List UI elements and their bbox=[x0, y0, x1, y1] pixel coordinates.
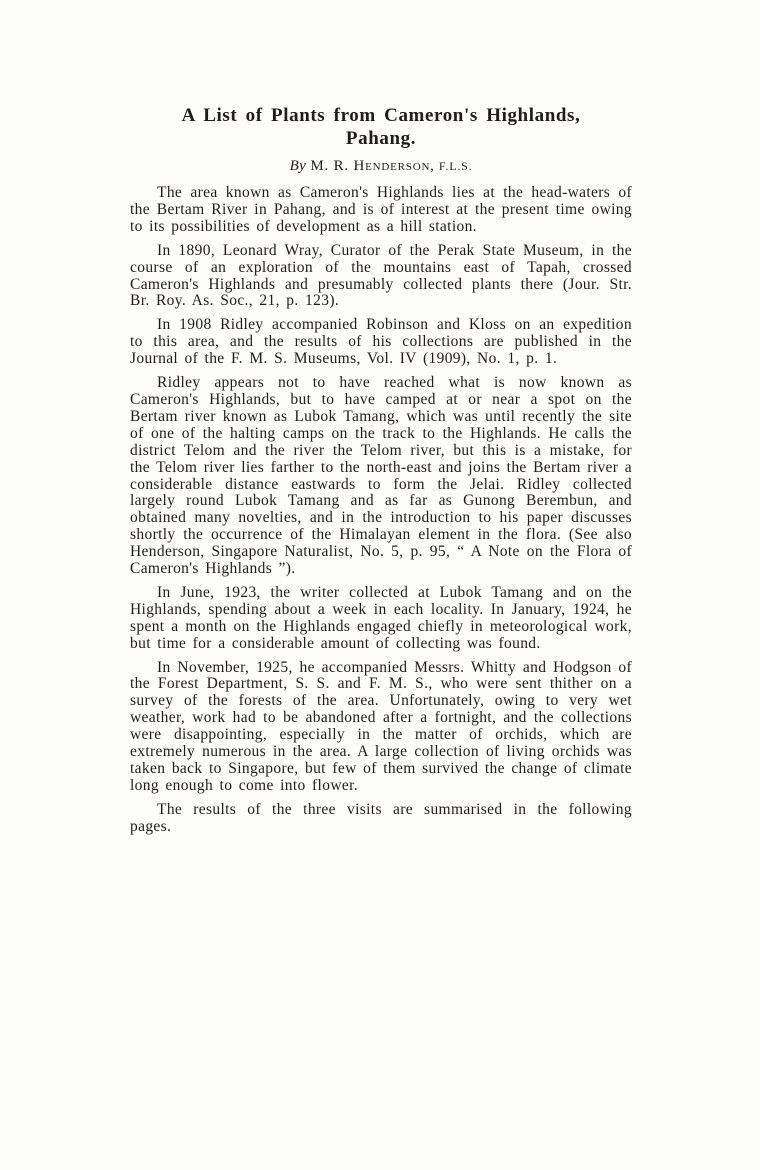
byline-by: By bbox=[289, 158, 307, 174]
article-title bbox=[130, 104, 632, 150]
article-title-line1: A List of Plants from Cameron's Highlands, bbox=[181, 105, 581, 126]
byline-author: M. R. Henderson, bbox=[310, 158, 435, 174]
article-byline bbox=[130, 158, 632, 175]
byline-credentials: F.L.S. bbox=[438, 159, 473, 173]
paragraph-7: The results of the three visits are summarised in the following pages. bbox=[130, 800, 632, 835]
paragraph-3: In 1908 Ridley accompanied Robinson and Kloss on an expedition to this area, and the results of his collections are published in the Journal of the F. M. S. Museums, Vol. IV (1909), No. 1, p. 1. bbox=[130, 316, 632, 368]
paragraph-1: The area known as Cameron's Highlands lies at the head-waters of the Bertam River in Pahang, and is of interest at the present time owing to its possibilities of development as a hill station. bbox=[130, 184, 632, 235]
paragraph-5: In June, 1923, the writer collected at Lubok Tamang and on the Highlands, spending about a week in each locality. In January, 1924, he spent a month on the Highlands engaged chiefly in meteorological work, but time for a considerable amount of collecting was found. bbox=[130, 583, 632, 652]
article-content bbox=[130, 104, 632, 836]
paragraph-2: In 1890, Leonard Wray, Curator of the Perak State Museum, in the course of an exploration of the mountains east of Tapah, crossed Cameron's Highlands and presumably collected plants there (Jour. Str. Br. Roy. As. Soc., 21, p. 123). bbox=[130, 241, 632, 310]
article-body bbox=[130, 185, 632, 836]
article-title-line2: Pahang. bbox=[345, 128, 417, 149]
paragraph-4: Ridley appears not to have reached what is now known as Cameron's Highlands, but to have camped at or near a spot on the Bertam river known as Lubok Tamang, which was until recently the site of one of the halting camps on the track to the Highlands. He calls the district Telom and the river the Telom river, but this is a mistake, for the Telom river lies farther to the north-east and joins the Bertam river a considerable distance eastwards to form the Jelai. Ridley collected largely round Lubok Tamang and as far as Gunong Berembun, and obtained many novelties, and in the introduction to his paper discusses shortly the occurrence of the Himalayan element in the flora. (See also Henderson, Singapore Naturalist, No. 5, p. 95, “ A Note on the Flora of Cameron's Highlands ”). bbox=[130, 374, 632, 578]
paragraph-6: In November, 1925, he accompanied Messrs. Whitty and Hodgson of the Forest Department, S. S. and F. M. S., who were sent thither on a survey of the forests of the area. Unfortunately, owing to very wet weather, work had to be abandoned after a fortnight, and the collections were disappointing, especially in the matter of orchids, which are extremely numerous in the area. A large collection of living orchids was taken back to Singapore, but few of them survived the change of climate long enough to come into flower. bbox=[130, 658, 632, 794]
